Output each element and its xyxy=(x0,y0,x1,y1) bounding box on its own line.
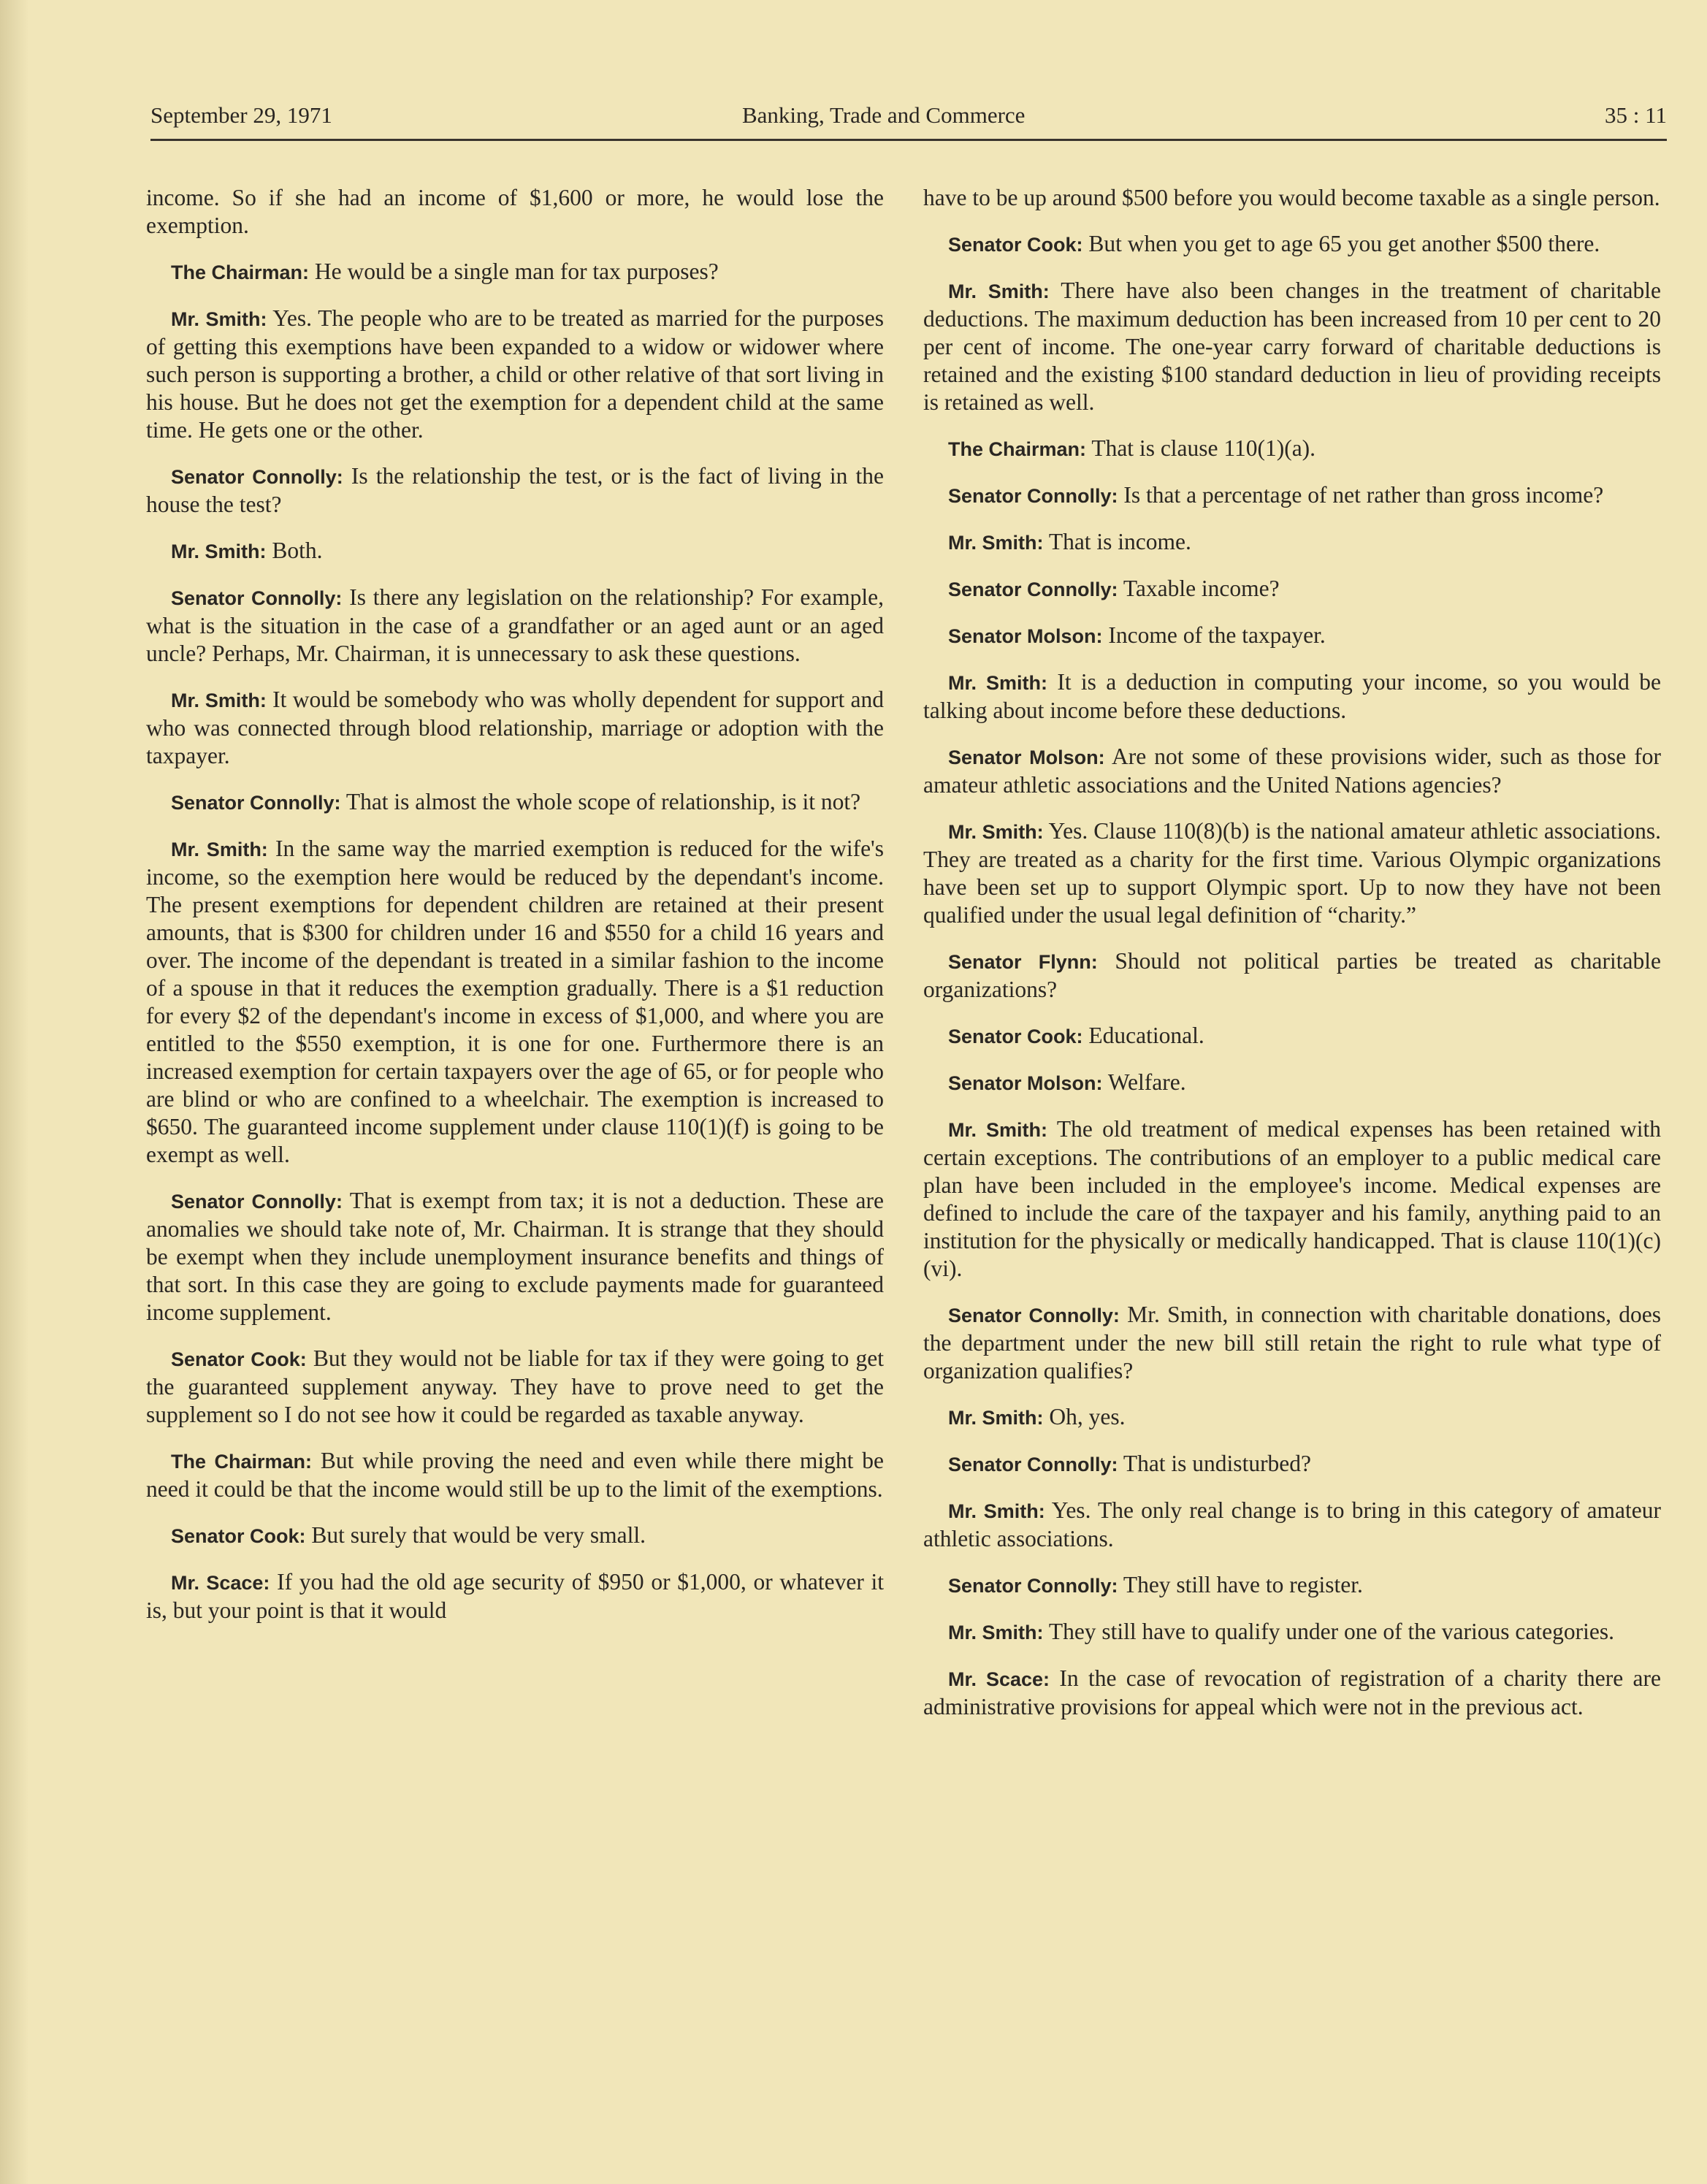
speech-text: have to be up around $500 before you would become taxable as a single person. xyxy=(923,185,1660,210)
speaker-name: Mr. Smith: xyxy=(948,532,1044,554)
transcript-paragraph xyxy=(146,1447,884,1503)
speech-text: In the same way the married exemption is reduced for the wife's income, so the exemption here would be reduced by the dependant's income. The present exemptions for dependent children are retained at their present amounts, that is $300 for children under 16 and $550 for a child 16 years and over. The income of the dependant is treated in a similar fashion to the income of a spouse in that it reduces the exemption gradually. There is a $1 reduction for every $2 of the dependant's income in excess of $1,000, and where you are entitled to the $550 exemption, it is one for one. Furthermore there is an increased exemption for certain taxpayers over the age of 65, or for people who are blind or who are confined to a wheelchair. The exemption is increased to $650. The guaranteed income supplement under clause 110(1)(f) is going to be exempt as well. xyxy=(146,836,884,1167)
transcript-paragraph xyxy=(146,584,884,668)
transcript-paragraph xyxy=(923,481,1661,510)
speaker-name: Mr. Smith: xyxy=(948,1407,1044,1429)
transcript-paragraph xyxy=(923,1618,1661,1646)
speech-text: Are not some of these provisions wider, such as those for amateur athletic associations and the United Nations agencies? xyxy=(923,744,1661,798)
running-header xyxy=(150,101,1667,141)
transcript-paragraph xyxy=(923,1301,1661,1385)
speaker-name: Mr. Smith: xyxy=(948,1119,1048,1141)
transcript-paragraph xyxy=(923,1571,1661,1600)
speaker-name: Mr. Scace: xyxy=(171,1572,270,1594)
speaker-name: Senator Connolly: xyxy=(171,466,343,488)
transcript-paragraph xyxy=(923,743,1661,799)
speech-text: Educational. xyxy=(1082,1023,1204,1048)
transcript-paragraph xyxy=(146,686,884,770)
transcript-paragraph xyxy=(146,788,884,817)
speech-text: That is almost the whole scope of relationship, is it not? xyxy=(340,789,861,814)
speech-text: It is a deduction in computing your income, so you would be talking about income before these deductions. xyxy=(923,669,1661,723)
speech-text: Is there any legislation on the relationship? For example, what is the situation in the case of a grandfather or an aged aunt or an aged uncle? Perhaps, Mr. Chairman, it is unnecessary to ask these questions. xyxy=(146,584,884,666)
speaker-name: Senator Connolly: xyxy=(948,1305,1120,1326)
speaker-name: Mr. Smith: xyxy=(171,690,267,711)
speaker-name: Senator Connolly: xyxy=(948,1454,1118,1475)
speech-text: Yes. The people who are to be treated as married for the purposes of getting this exemptions have been expanded to a widow or widower where such person is supporting a brother, a child or other relative of that sort living in his house. But he does not get the exemption for a dependent child at the same time. He gets one or the other. xyxy=(146,305,884,443)
transcript-paragraph xyxy=(923,1450,1661,1478)
transcript-paragraph xyxy=(146,305,884,444)
speaker-name: Senator Connolly: xyxy=(171,792,341,814)
transcript-paragraph xyxy=(923,622,1661,650)
speech-text: But when you get to age 65 you get another $500 there. xyxy=(1082,231,1600,256)
transcript-paragraph xyxy=(146,462,884,519)
speaker-name: Senator Connolly: xyxy=(171,587,343,609)
transcript-paragraph xyxy=(923,947,1661,1004)
transcript-paragraph xyxy=(146,537,884,565)
transcript-paragraph xyxy=(146,184,884,240)
speaker-name: Senator Molson: xyxy=(948,1072,1103,1094)
transcript-paragraph xyxy=(923,668,1661,725)
transcript-paragraph xyxy=(923,435,1661,463)
transcript-paragraph xyxy=(146,258,884,286)
page-gutter-shadow xyxy=(0,0,29,2184)
speaker-name: Senator Connolly: xyxy=(171,1191,343,1213)
transcript-paragraph xyxy=(923,230,1661,259)
transcript-paragraph xyxy=(923,575,1661,603)
speaker-name: Mr. Smith: xyxy=(171,541,267,562)
speech-text: That is clause 110(1)(a). xyxy=(1086,435,1316,461)
speaker-name: Senator Connolly: xyxy=(948,1575,1118,1597)
transcript-paragraph xyxy=(146,1187,884,1326)
speech-text: That is exempt from tax; it is not a deduction. These are anomalies we should take note of, Mr. Chairman. It is strange that they should be exempt when they include unemployment insurance benefits and things of that sort. In this case they are going to exclude payments made for guaranteed income supplement. xyxy=(146,1188,884,1325)
speech-text: Is the relationship the test, or is the fact of living in the house the test? xyxy=(146,463,884,517)
speech-text: Welfare. xyxy=(1102,1069,1186,1095)
right-column xyxy=(923,184,1661,1739)
speech-text: Oh, yes. xyxy=(1043,1404,1126,1429)
speech-text: income. So if she had an income of $1,600 or more, he would lose the exemption. xyxy=(146,185,884,238)
left-column xyxy=(146,184,884,1643)
speaker-name: Mr. Smith: xyxy=(948,672,1047,694)
transcript-paragraph xyxy=(923,277,1661,416)
speaker-name: Mr. Smith: xyxy=(171,308,267,330)
speaker-name: Mr. Smith: xyxy=(948,1500,1045,1522)
speech-text: Yes. Clause 110(8)(b) is the national amateur athletic associations. They are treated as a charity for the first time. Various Olympic organizations have been set up to support Olympic sport. Up to now they have not been qualified under the usual legal definition of “charity.” xyxy=(923,818,1661,928)
speech-text: Taxable income? xyxy=(1118,576,1280,601)
transcript-paragraph xyxy=(923,817,1661,929)
transcript-paragraph xyxy=(146,1345,884,1429)
transcript-paragraph xyxy=(146,1568,884,1624)
speaker-name: Mr. Smith: xyxy=(948,1622,1044,1643)
transcript-paragraph xyxy=(923,1022,1661,1050)
speaker-name: Senator Connolly: xyxy=(948,485,1118,507)
header-title: Banking, Trade and Commerce xyxy=(742,102,1026,128)
speaker-name: The Chairman: xyxy=(171,261,310,283)
speech-text: That is income. xyxy=(1043,529,1191,554)
transcript-paragraph xyxy=(923,1403,1661,1432)
speech-text: Should not political parties be treated as charitable organizations? xyxy=(923,948,1661,1002)
speaker-name: The Chairman: xyxy=(948,438,1087,460)
speaker-name: Mr. Scace: xyxy=(948,1668,1050,1690)
speech-text: But while proving the need and even while there might be need it could be that the income would still be up to the limit of the exemptions. xyxy=(146,1448,884,1502)
speaker-name: Mr. Smith: xyxy=(171,839,268,860)
speaker-name: Mr. Smith: xyxy=(948,821,1044,843)
speaker-name: Senator Cook: xyxy=(171,1525,306,1547)
speech-text: It would be somebody who was wholly dependent for support and who was connected through blood relationship, marriage or adoption with the taxpayer. xyxy=(146,687,884,768)
speaker-name: Senator Molson: xyxy=(948,625,1103,647)
speaker-name: Senator Cook: xyxy=(171,1348,307,1370)
speech-text: That is undisturbed? xyxy=(1118,1451,1312,1476)
speaker-name: Senator Flynn: xyxy=(948,951,1098,973)
speech-text: The old treatment of medical expenses has been retained with certain exceptions. The contributions of an employer to a public medical care plan have been included in the employee's income. Medical expenses are defined to include the care of the taxpayer and his family, anything paid to an institution for the physically or medically handicapped. That is clause 110(1)(c)(vi). xyxy=(923,1116,1661,1281)
speech-text: If you had the old age security of $950 or $1,000, or whatever it is, but your point is that it would xyxy=(146,1569,884,1623)
speech-text: But they would not be liable for tax if they were going to get the guaranteed supplement anyway. They have to prove need to get the supplement so I do not see how it could be regarded as taxable anyway. xyxy=(146,1345,884,1427)
speech-text: They still have to qualify under one of the various categories. xyxy=(1043,1619,1614,1644)
speech-text: In the case of revocation of registration of a charity there are administrative provisions for appeal which were not in the previous act. xyxy=(923,1665,1661,1719)
header-date: September 29, 1971 xyxy=(150,102,332,128)
speech-text: But surely that would be very small. xyxy=(305,1522,646,1548)
transcript-paragraph xyxy=(923,1069,1661,1097)
transcript-paragraph xyxy=(923,1497,1661,1553)
transcript-paragraph xyxy=(923,1115,1661,1283)
speaker-name: Senator Cook: xyxy=(948,1026,1083,1047)
speech-text: Mr. Smith, in connection with charitable donations, does the department under the new bill still retain the right to rule what type of organization qualifies? xyxy=(923,1302,1661,1383)
transcript-paragraph xyxy=(923,528,1661,557)
speech-text: Both. xyxy=(266,538,323,563)
transcript-paragraph xyxy=(923,1665,1661,1721)
header-page-number: 35 : 11 xyxy=(1605,102,1667,128)
speech-text: They still have to register. xyxy=(1118,1572,1363,1597)
speech-text: Is that a percentage of net rather than gross income? xyxy=(1118,482,1604,508)
speaker-name: Senator Cook: xyxy=(948,234,1083,256)
speaker-name: Mr. Smith: xyxy=(948,280,1050,302)
speaker-name: The Chairman: xyxy=(171,1451,313,1473)
speech-text: Yes. The only real change is to bring in this category of amateur athletic associations. xyxy=(923,1497,1661,1551)
speech-text: He would be a single man for tax purposes? xyxy=(309,259,719,284)
transcript-paragraph xyxy=(146,1521,884,1550)
speech-text: Income of the taxpayer. xyxy=(1102,622,1326,648)
transcript-paragraph xyxy=(146,835,884,1169)
speaker-name: Senator Connolly: xyxy=(948,579,1118,600)
speaker-name: Senator Molson: xyxy=(948,747,1105,768)
speech-text: There have also been changes in the treatment of charitable deductions. The maximum deduction has been increased from 10 per cent to 20 per cent of income. The one-year carry forward of charitable deductions is retained and the existing $100 standard deduction in lieu of providing receipts is retained as well. xyxy=(923,278,1661,415)
transcript-paragraph xyxy=(923,184,1661,212)
